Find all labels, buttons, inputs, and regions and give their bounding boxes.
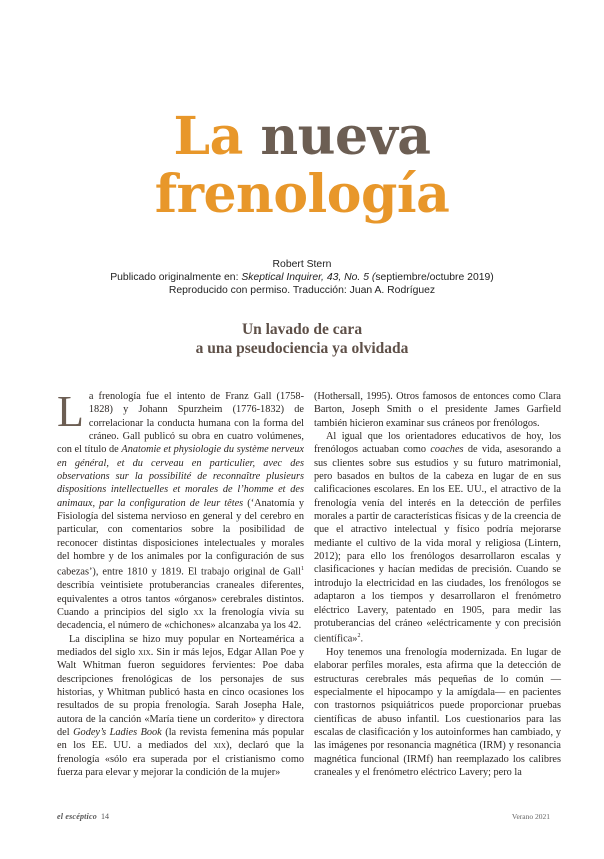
text-run: de vida, asesorando a sus clientes sobre sus estudios y su futuro matrimonial, pero basados en bultos de la cabeza en lugar de en sus calificaciones escolares. En los EE. UU., el atractivo de la frenología venía del interés en la detección de perfiles morales a partir de características físicas y de la creencia de que el atractivo intelectual y físico podría mejorarse mediante el cultivo de la vida moral y religiosa (Lintern, 2012); para ello los frenólogos desarrollaron escalas y clasificaciones y hacían medidas de precisión. Cuando se introdujo la electricidad en las ciudades, los frenólogos se adaptaron a los tiempos y desarrollaron el frenómetro eléctrico Lavery, patentado en 1905, para medir las protuberancias del cráneo «eléctricamente y con precisión científica»	[314, 444, 561, 645]
paragraph	[57, 633, 304, 780]
text-run: .	[360, 633, 364, 645]
left-column	[57, 387, 305, 779]
text-run: La disciplina se hizo muy popular en Norteamérica a mediados del siglo	[57, 633, 304, 658]
century-numeral: xx	[193, 606, 204, 618]
magazine-title: Godey’s Ladies Book	[73, 727, 162, 739]
emphasis-coaches: coaches	[430, 444, 464, 456]
text-run: la frenología vivía su decadencia, el número de «chichones» alcanzaba ya los 42.	[57, 606, 304, 632]
source-date: septiembre/octubre 2019)	[375, 272, 494, 283]
footnote-ref: 1	[301, 566, 304, 573]
paragraph: (Hothersall, 1995). Otros famosos de entonces como Clara Barton, Joseph Smith o el presidente James Garfield también hicieron examinar sus cráneos por frenólogos.	[314, 391, 561, 429]
author-name: Robert Stern	[272, 259, 332, 270]
source-line	[0, 271, 604, 284]
title-word-la: La	[173, 106, 243, 167]
text-run: (‘Anatomía y Fisiología del sistema nervioso en general y del cerebro en particular, con comentarios sobre la posibilidad de reconocer distintas disposiciones intelectuales y morales del hombre y de los animales por la configuración de sus cabezas’), entre 1810 y 1819. El trabajo original de Gall	[57, 497, 304, 578]
paragraph	[57, 387, 304, 633]
text-run: (la revista femenina más popular en los EE. UU. a mediados del	[57, 727, 305, 752]
article-subtitle	[0, 320, 604, 358]
right-column	[314, 390, 561, 779]
text-run: Al igual que los orientadores educativos de hoy, los frenólogos actuaban como	[314, 431, 561, 456]
page-number: 14	[100, 812, 109, 821]
reproduction-note: Reproducido con permiso. Traducción: Juan A. Rodríguez	[168, 285, 436, 296]
source-prefix: Publicado originalmente en:	[110, 272, 242, 283]
title-word-frenologia: frenología	[154, 164, 450, 225]
subtitle-line-2: a una pseudociencia ya olvidada	[195, 340, 409, 357]
text-run: ), declaró que la frenología «sólo era superada por el cristianismo como fuerza para elevar y mejorar la condición de la mujer»	[57, 740, 305, 779]
text-run: a frenología fue el intento de Franz Gall (1758-1828) y Johann Spurzheim (1776-1832) de correlacionar la conducta humana con la forma del cráneo. Gall publicó su obra en cuatro volúmenes, con el título de	[57, 391, 304, 456]
article-title	[0, 108, 604, 224]
title-word-nueva: nueva	[260, 106, 431, 167]
paragraph: Hoy tenemos una frenología modernizada. En lugar de elaborar perfiles morales, esta afirma que la detección de estructuras cerebrales más pequeñas de lo común —especialmente el hipocampo y la amígdala— en pacientes con trastornos psiquiátricos puede proporcionar pruebas científicas de abuso infantil. Los cuestionarios para las escalas de clasificación y los autoinformes han cambiado, y las imágenes por resonancia magnética (IRM) y resonancia magnética funcional (IRMf) han reemplazado los calibres craneales y el frenómetro eléctrico Lavery; pero la	[314, 646, 561, 779]
text-run: . Sin ir más lejos, Edgar Allan Poe y Walt Whitman fueron seguidores fervientes: Poe daba descripciones frenológicas de los personajes de sus historias, y Whitman publicó hasta en cinco ocasiones los resultados de su propia frenología. Sarah Josepha Hale, autora de la canción «María tiene un corderito» y directora del	[57, 646, 304, 739]
byline	[0, 258, 604, 297]
text-run: describía veintisiete protuberancias craneales diferentes, equivalentes a otros tantos «órganos» cerebrales distintos. Cuando a principios del siglo	[57, 580, 304, 618]
paragraph	[314, 430, 561, 646]
subtitle-line-1: Un lavado de cara	[241, 321, 363, 338]
drop-cap: L	[57, 387, 84, 436]
source-journal: Skeptical Inquirer, 43, No. 5 (	[241, 272, 376, 283]
book-title: Anatomie et physiologie du système nerveux en général, et du cerveau en particulier, avec des observations sur la possibilité de reconnaître plusieurs dispositions intellectuelles et morales de l’homme et des animaux, par la configuration de leur têtes	[57, 444, 304, 509]
century-numeral: xix	[213, 740, 226, 752]
magazine-name: el escéptico	[57, 812, 97, 821]
footer-issue: Verano 2021	[511, 812, 550, 821]
footnote-ref: 2	[357, 633, 361, 640]
century-numeral: xix	[138, 646, 151, 658]
footer-magazine	[57, 812, 109, 821]
